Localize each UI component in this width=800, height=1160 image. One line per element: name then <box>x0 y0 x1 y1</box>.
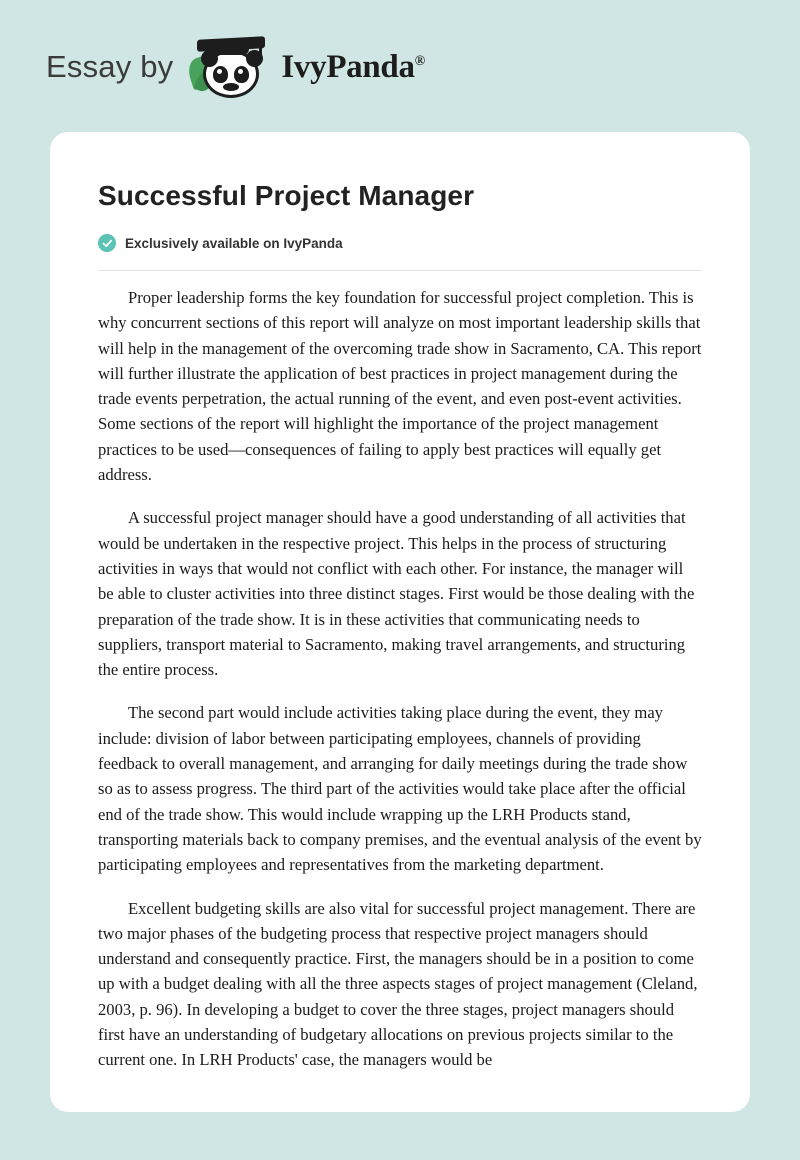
brand-logo[interactable] <box>187 36 424 98</box>
paragraph: Excellent budgeting skills are also vital for successful project management. There are two major phases of the budgeting process that respective project managers should understand and consequently practice. First, the managers should be in a position to come up with a budget dealing with all the three aspects stages of project management (Cleland, 2003, p. 96). In developing a budget to cover the three stages, project managers should first have an understanding of budgetary allocations on previous projects similar to the current one. In LRH Products' case, the managers would be <box>98 898 698 1070</box>
paragraph: The second part would include activities taking place during the event, they may include: division of labor between participating employees, channels of providing feedback to overall management, and arranging for daily meetings during the trade show so as to assess progress. The third part of the activities would take place after the official end of the trade show. This would include wrapping up the LRH Products stand, transporting materials back to company premises, and the eventual analysis of the event by participating employees and representatives from the marketing department. <box>98 703 702 875</box>
brand-name-text <box>281 49 424 86</box>
title-divider <box>98 270 702 271</box>
document-card <box>50 132 750 1112</box>
paragraph: Proper leadership forms the key foundation for successful project completion. This is why concurrent sections of this report will analyze on most important leadership skills that will help in the management of the overcoming trade show in Sacramento, CA. This report will further illustrate the application of best practices in project management during the trade events perpetration, the actual running of the event, and even post-event activities. Some sections of the report will highlight the importance of the project management practices to be used—consequences of failing to apply best practices will equally get address. <box>98 288 702 485</box>
exclusive-badge <box>98 234 702 252</box>
document-body <box>98 285 702 1073</box>
site-header <box>0 0 800 96</box>
panda-graduation-cap-logo-icon <box>187 36 275 98</box>
registered-trademark-symbol: ® <box>414 53 425 69</box>
check-circle-icon <box>98 234 116 252</box>
exclusive-badge-label: Exclusively available on IvyPanda <box>125 235 343 251</box>
graduation-cap-base <box>213 46 249 55</box>
essay-by-label: Essay by <box>46 49 174 84</box>
paragraph: A successful project manager should have a good understanding of all activities that would be undertaken in the respective project. This helps in the process of structuring activities in ways that would not conflict with each other. For instance, the manager will be able to cluster activities into three distinct stages. First would be those dealing with the preparation of the trade show. It is in these activities that communicating needs to suppliers, transport material to Sacramento, making travel arrangements, and structuring the entire process. <box>98 508 695 680</box>
graduation-cap-tassel <box>259 42 262 62</box>
page-title: Successful Project Manager <box>98 180 475 211</box>
brand-name-label: IvyPanda <box>281 48 415 85</box>
